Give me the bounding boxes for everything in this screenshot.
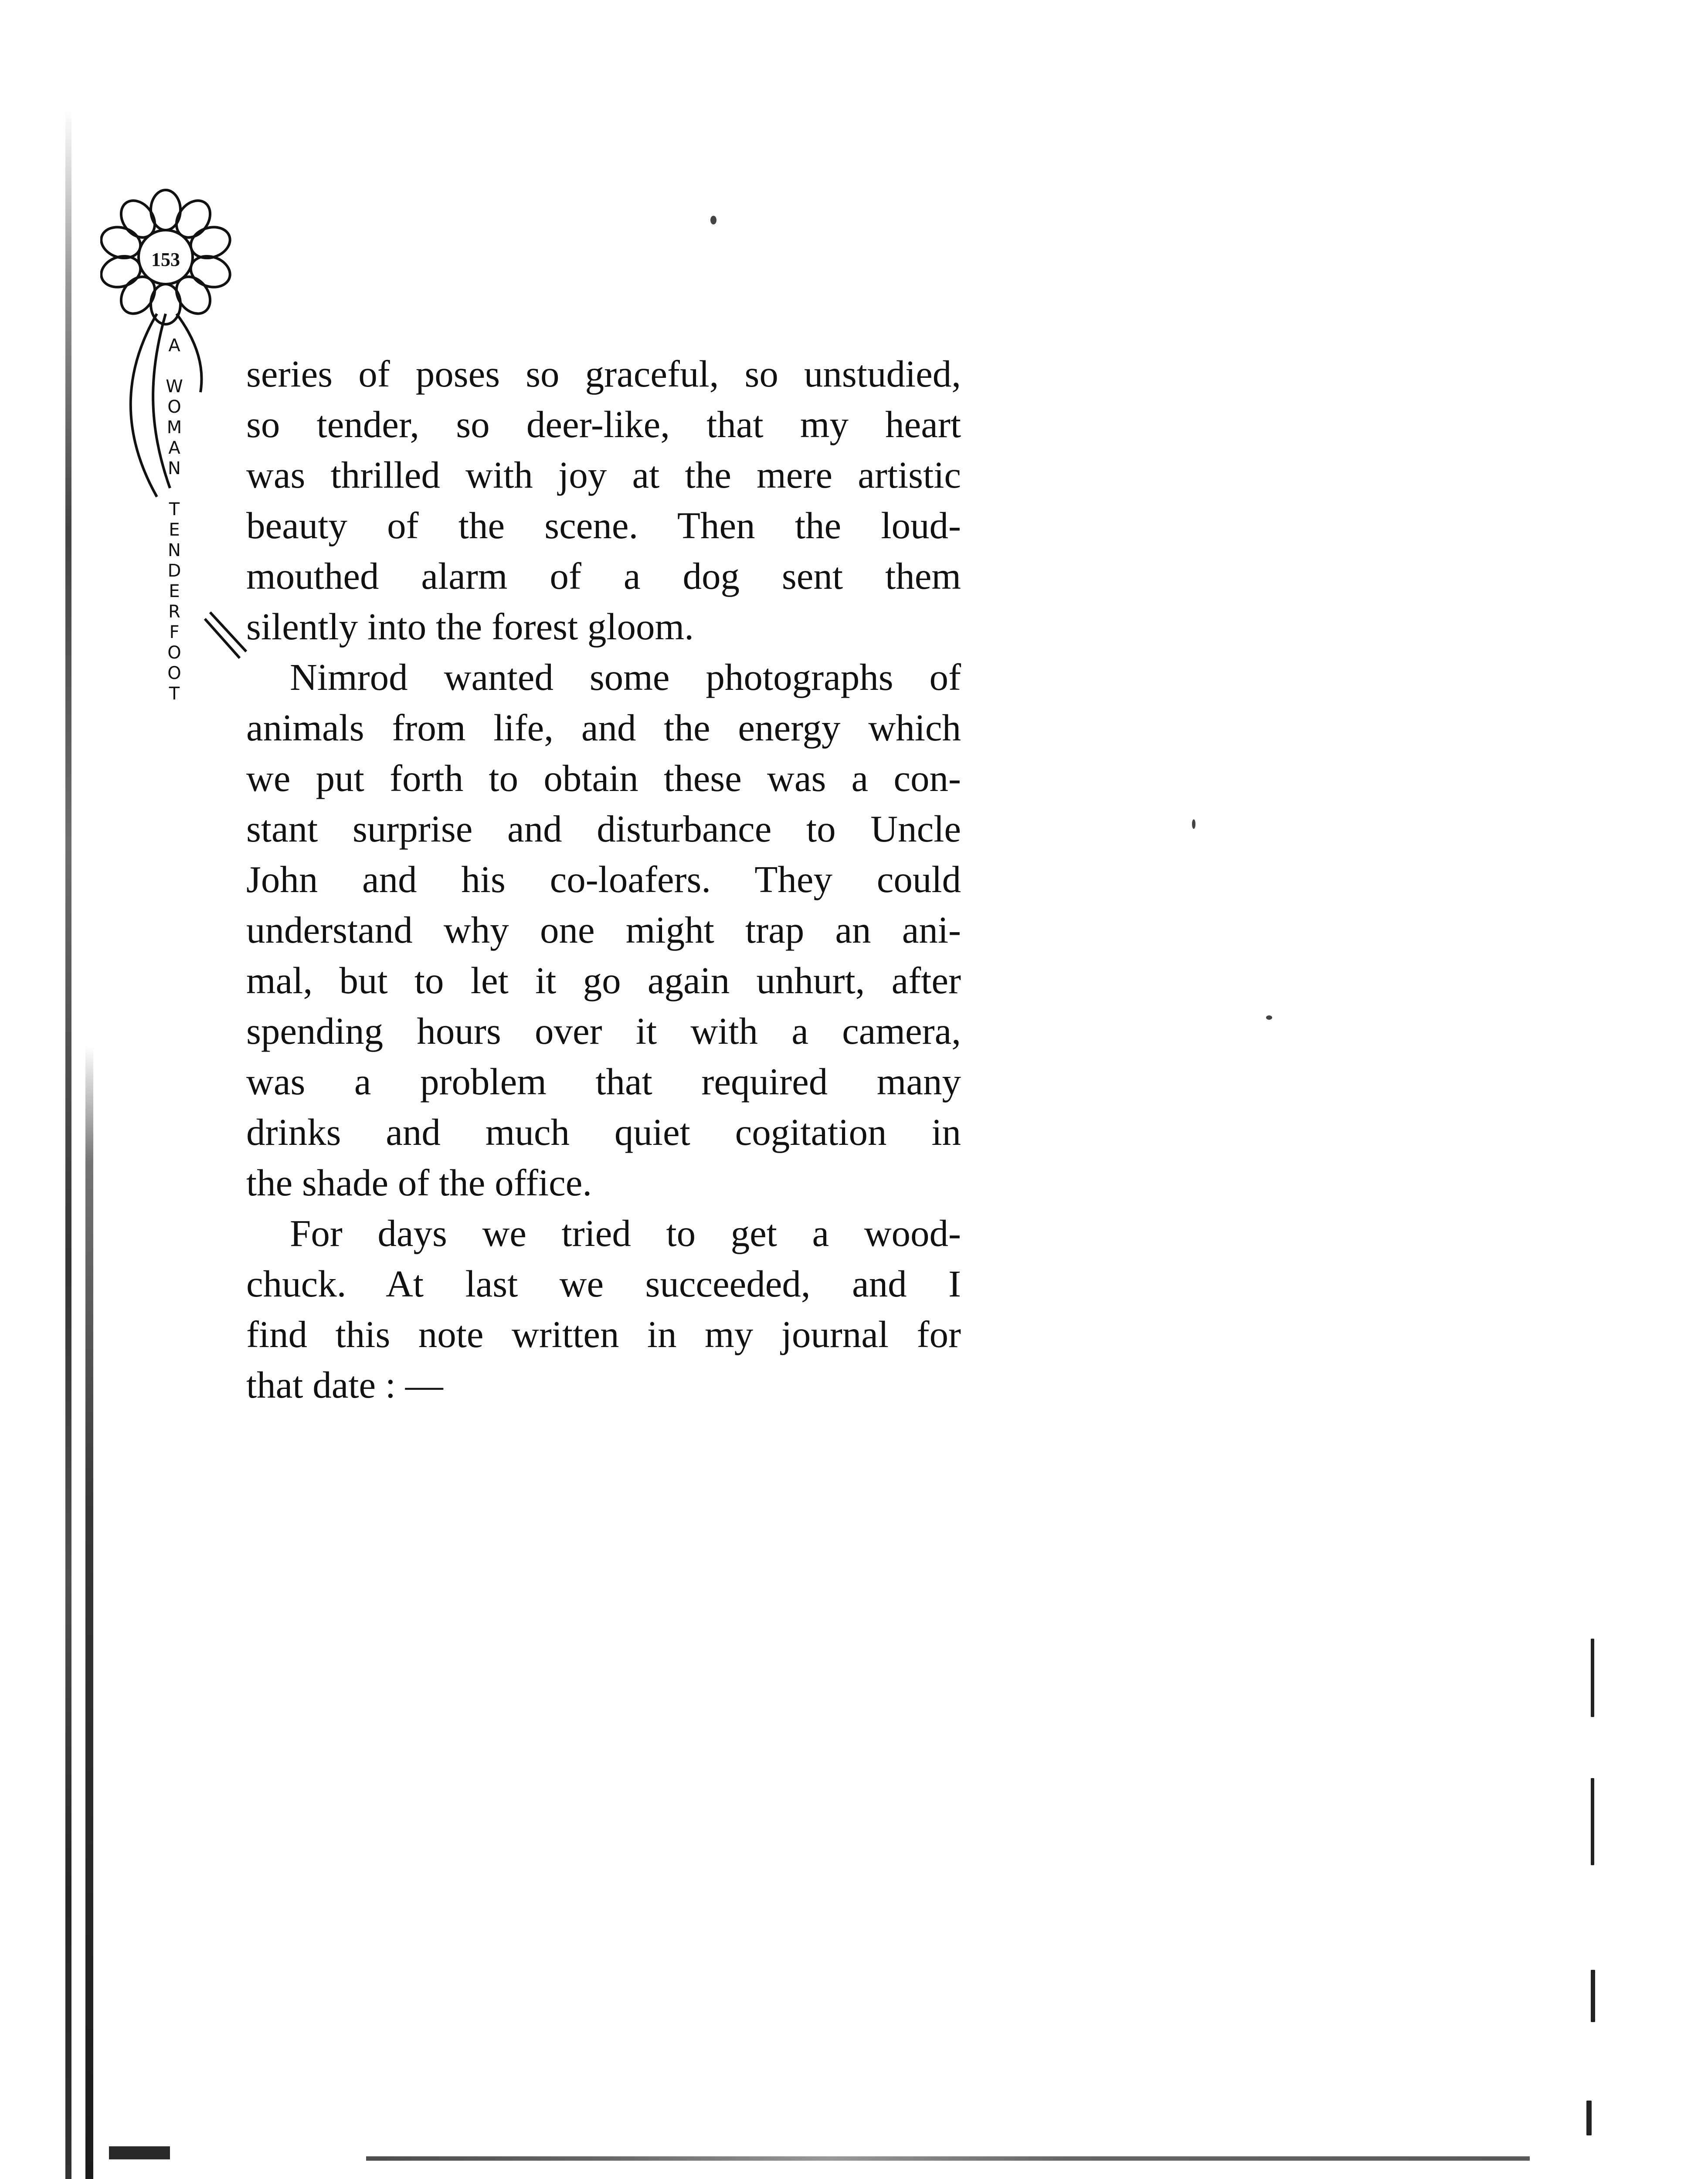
scan-edge-shadow xyxy=(65,109,71,2179)
scan-speck xyxy=(1591,1639,1594,1717)
text-line: series of poses so graceful, so unstudied, xyxy=(246,353,961,395)
paragraph xyxy=(246,1208,961,1410)
scan-bottom-rule xyxy=(366,2156,1530,2161)
running-title: A W O M A N T E N D E R F O O T xyxy=(166,336,183,704)
text-line: silently into the forest gloom. xyxy=(246,605,694,648)
text-line: mouthed alarm of a dog sent them xyxy=(246,555,961,597)
paragraph xyxy=(246,349,961,652)
text-line: find this note written in my journal for xyxy=(246,1313,961,1355)
paragraph xyxy=(246,652,961,1208)
text-line: For days we tried to get a wood- xyxy=(290,1212,961,1254)
text-line: beauty of the scene. Then the loud- xyxy=(246,504,961,546)
text-line: was a problem that required many xyxy=(246,1060,961,1103)
text-line: chuck. At last we succeeded, and I xyxy=(246,1263,961,1305)
scan-speck xyxy=(1591,1970,1595,2022)
scan-edge-shadow-lower xyxy=(85,1046,93,2179)
text-line: so tender, so deer-like, that my heart xyxy=(246,403,961,445)
scan-speck xyxy=(1192,819,1195,829)
scan-speck xyxy=(1266,1015,1272,1020)
scan-speck xyxy=(1591,1778,1594,1865)
text-line: spending hours over it with a camera, xyxy=(246,1010,961,1052)
text-line: Nimrod wanted some photographs of xyxy=(290,656,961,698)
text-line: stant surprise and disturbance to Uncle xyxy=(246,808,961,850)
scan-corner-mark xyxy=(109,2146,170,2159)
body-text xyxy=(246,349,961,1410)
text-line: understand why one might trap an ani- xyxy=(246,909,961,951)
scan-speck xyxy=(1586,2101,1592,2135)
page-number: 153 xyxy=(151,249,180,270)
scan-speck xyxy=(710,216,716,224)
text-line: animals from life, and the energy which xyxy=(246,706,961,749)
text-line: we put forth to obtain these was a con- xyxy=(246,757,961,799)
text-line: was thrilled with joy at the mere artistic xyxy=(246,454,961,496)
text-line: John and his co-loafers. They could xyxy=(246,858,961,900)
text-line: that date : — xyxy=(246,1364,443,1406)
text-line: mal, but to let it go again unhurt, after xyxy=(246,959,961,1001)
text-line: drinks and much quiet cogitation in xyxy=(246,1111,961,1153)
text-line: the shade of the office. xyxy=(246,1161,592,1204)
